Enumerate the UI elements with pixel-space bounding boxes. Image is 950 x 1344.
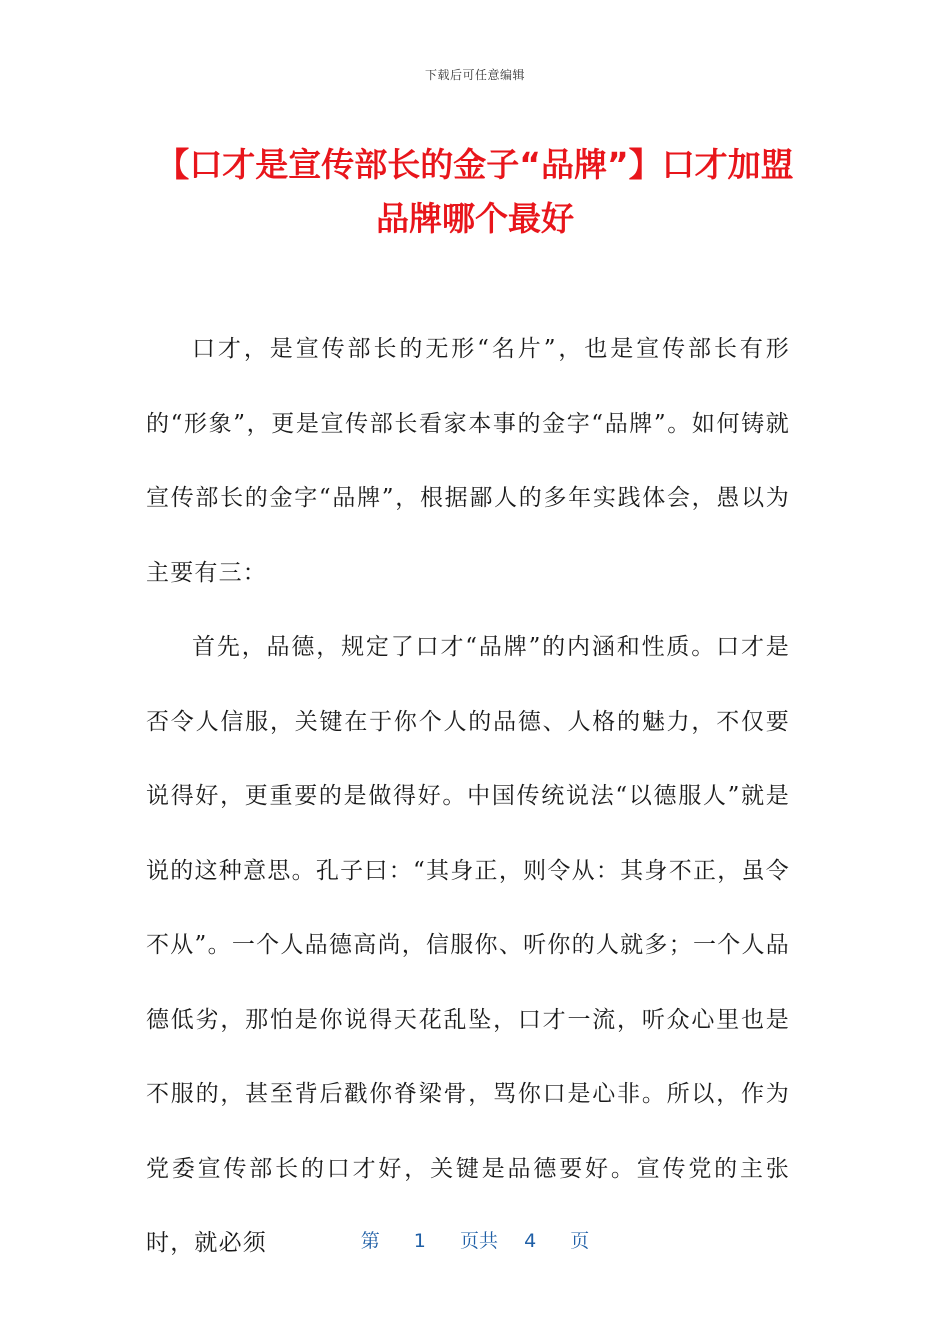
- footer-page-suffix: 页: [570, 1230, 590, 1252]
- paragraph-intro: 口才，是宣传部长的无形“名片”，也是宣传部长有形的“形象”，更是宣传部长看家本事的金字“品牌”。如何铸就宣传部长的金字“品牌”，根据鄙人的多年实践体会，愚以为主要有三：: [146, 336, 790, 586]
- header-note: 下载后可任意编辑: [424, 68, 525, 82]
- footer-page-number: 1: [413, 1230, 426, 1252]
- footer-page-prefix: 第: [360, 1230, 380, 1252]
- document-title: 【口才是宣传部长的金子“品牌”】口才加盟品牌哪个最好: [156, 145, 794, 238]
- document-body: [146, 312, 790, 1281]
- paragraph-first-point: 首先，品德，规定了口才“品牌”的内涵和性质。口才是否令人信服，关键在于你个人的品德、人格的魅力，不仅要说得好，更重要的是做得好。中国传统说法“以德服人”就是说的这种意思。孔子曰：“其身正，则令从：其身不正，虽令不从”。一个人品德高尚，信服你、听你的人就多；一个人品德低劣，那怕是你说得天花乱坠，口才一流，听众心里也是不服的，甚至背后戳你脊梁骨，骂你口是心非。所以，作为党委宣传部长的口才好，关键是品德要好。宣传党的主张时，就必须: [146, 634, 790, 1256]
- footer-total-pages: 4: [524, 1230, 537, 1252]
- page-footer: [0, 1226, 950, 1253]
- footer-page-middle: 页共: [459, 1230, 498, 1252]
